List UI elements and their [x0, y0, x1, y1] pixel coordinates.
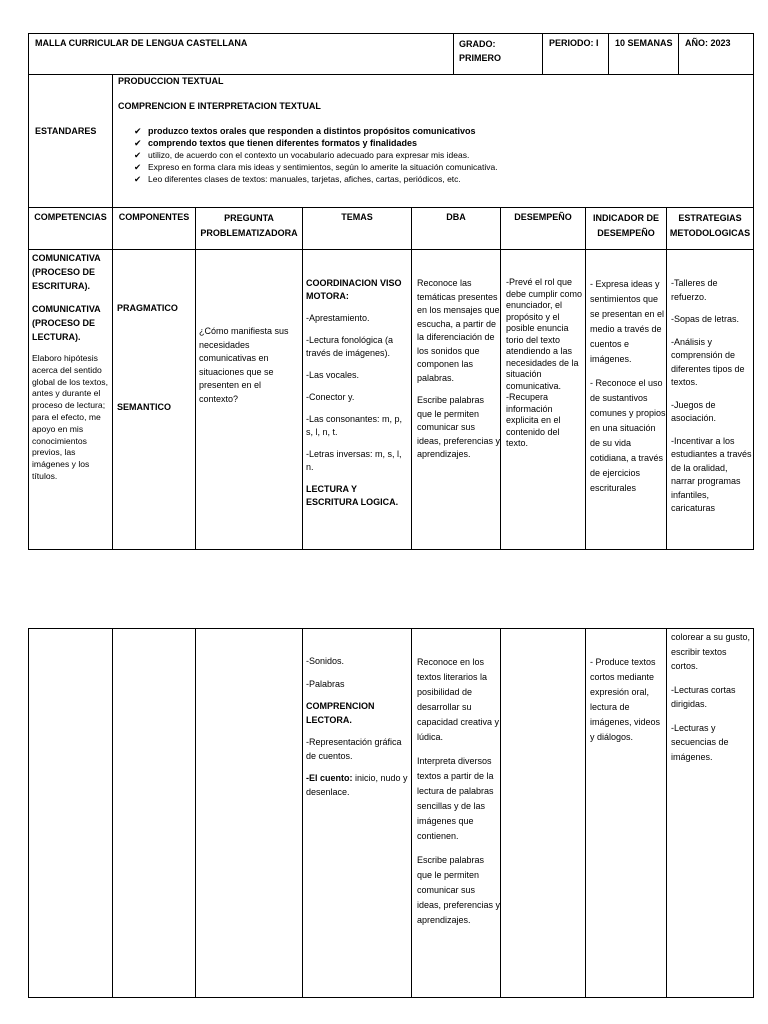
r1-desempeno-text: [506, 277, 584, 450]
dba-item: Escribe palabras que le permiten comunicar sus ideas, preferencias y aprendizajes.: [417, 855, 501, 925]
estandar-item: ✔ Leo diferentes clases de textos: manuales, tarjetas, afiches, cartas, periódicos, etc.: [134, 174, 461, 184]
tema-item: -Conector y.: [306, 392, 355, 402]
estandar-item: ✔ Expreso en forma clara mis ideas y sentimientos, según lo amerite la situación comunicativa.: [134, 162, 498, 172]
r2-dba-text: [417, 655, 501, 928]
r1-componentes-cell: [112, 249, 196, 550]
competencia-lectura: COMUNICATIVA (PROCESO DE LECTURA).: [32, 304, 101, 342]
estandares-heading-2: COMPRENCION E INTERPRETACION TEXTUAL: [118, 101, 321, 111]
r1-indicador-text: [590, 277, 666, 496]
tema-item-cuento: -El cuento: inicio, nudo y desenlace.: [306, 773, 408, 797]
estandares-heading-1: PRODUCCION TEXTUAL: [118, 76, 224, 86]
r2-pregunta-cell: [195, 628, 303, 998]
temas-title: COORDINACION VISO MOTORA:: [306, 278, 402, 301]
estandar-item: ✔ comprendo textos que tienen diferentes formatos y finalidades: [134, 138, 418, 148]
r1-competencias-text: [32, 251, 110, 483]
r2-indicador-text: - Produce textos cortos mediante expresión oral, lectura de imágenes, videos y diálogos.: [590, 657, 661, 742]
grado-label: GRADO: PRIMERO: [459, 39, 502, 63]
temas-title-2: LECTURA Y ESCRITURA LOGICA.: [306, 484, 399, 507]
estrategia-item: -Lecturas cortas dirigidas.: [671, 684, 736, 709]
semanas-label: 10 SEMANAS: [615, 38, 673, 48]
r2-componentes-cell: [112, 628, 196, 998]
indicador-item: - Expresa ideas y sentimientos que se presentan en el medio a través de cuentos e imágenes.: [590, 279, 665, 364]
dba-item: Reconoce en los textos literarios la posibilidad de desarrollar su capacidad creativa y lúdica.: [417, 657, 500, 742]
pregunta-problematizadora: ¿Cómo manifiesta sus necesidades comunicativas en situaciones que se presenten en el contexto?: [199, 326, 289, 404]
tema-item: -Las vocales.: [306, 370, 360, 380]
col-indicador-label: INDICADOR DE DESEMPEÑO: [592, 213, 659, 238]
tema-item: -Lectura fonológica (a través de imágenes).: [306, 335, 394, 358]
dba-item: Reconoce las temáticas presentes en los mensajes que escucha, a partir de la diferenciación de los sonidos que componen las palabras.: [417, 278, 500, 383]
desempeno-item: -Prevé el rol que debe cumplir como enunciador, el propósito y el posible enuncia torio del texto atendiendo a las necesidades de la situación comunicativa.: [506, 277, 583, 391]
col-componentes-label: COMPONENTES: [118, 212, 190, 222]
col-desempeno-label: DESEMPEÑO: [514, 212, 572, 222]
estrategia-item: -Talleres de refuerzo.: [671, 278, 718, 302]
r1-dba-text: [417, 277, 501, 462]
indicador-item: - Reconoce el uso de sustantivos comunes y propios en una situación de su vida cotidiana, a través de ejercicios escriturales: [590, 378, 666, 493]
estandares-label: ESTANDARES: [35, 126, 97, 136]
tema-item: -Las consonantes: m, p, s, l, n, t.: [306, 414, 403, 437]
col-pregunta-label: PREGUNTA PROBLEMATIZADORA: [200, 213, 298, 238]
componente-semantico: SEMANTICO: [117, 402, 171, 412]
col-estrategias-label: ESTRATEGIAS METODOLOGICAS: [669, 213, 751, 238]
anio-label: AÑO: 2023: [685, 38, 731, 48]
estandar-item: ✔ produzco textos orales que responden a distintos propósitos comunicativos: [134, 126, 476, 136]
tema-item: -Palabras: [306, 678, 345, 689]
col-temas-label: TEMAS: [341, 212, 373, 222]
tema-item: -Letras inversas: m, s, l, n.: [306, 449, 402, 472]
componente-pragmatico: PRAGMATICO: [117, 303, 178, 313]
tema-item: -Aprestamiento.: [306, 313, 370, 323]
estrategia-item: -Sopas de letras.: [671, 314, 740, 324]
competencia-descripcion: Elaboro hipótesis acerca del sentido global de los textos, antes y durante el proceso de lectura; para el efecto, me apoyo en mis conocimientos previos, las imágenes y los títulos.: [32, 353, 108, 481]
estrategia-item: colorear a su gusto, escribir textos cortos.: [671, 632, 751, 671]
estandar-item: ✔ utilizo, de acuerdo con el contexto un vocabulario adecuado para expresar mis ideas.: [134, 150, 470, 160]
periodo-label: PERIODO: I: [549, 38, 599, 48]
col-competencias-label: COMPETENCIAS: [34, 212, 107, 222]
col-dba-label: DBA: [446, 212, 466, 222]
r2-competencias-cell: [28, 628, 113, 998]
check-icon: ✔: [134, 126, 142, 136]
estandares-label-cell: [28, 74, 113, 208]
page-title: MALLA CURRICULAR DE LENGUA CASTELLANA: [35, 38, 248, 48]
estrategia-item: -Incentivar a los estudiantes a través de la oralidad, narrar programas infantiles, caricaturas: [671, 435, 752, 513]
r1-temas-text: [306, 277, 410, 509]
tema-item: -Sonidos.: [306, 656, 345, 666]
dba-item: Interpreta diversos textos a partir de la lectura de palabras sencillas y de las imágenes que contienen.: [417, 756, 494, 841]
check-icon: ✔: [134, 162, 142, 172]
competencia-escritura: COMUNICATIVA (PROCESO DE ESCRITURA).: [32, 253, 101, 291]
r2-estrategias-text: [671, 630, 753, 764]
tema-item: -Representación gráfica de cuentos.: [306, 737, 402, 761]
check-icon: ✔: [134, 174, 142, 184]
estrategia-item: -Lecturas y secuencias de imágenes.: [671, 722, 729, 762]
r1-estrategias-text: [671, 277, 753, 516]
estandares-list: [134, 125, 574, 185]
dba-item: Escribe palabras que le permiten comunicar sus ideas, preferencias y aprendizajes.: [417, 395, 501, 459]
r2-desempeno-cell: [500, 628, 586, 998]
estrategia-item: -Análisis y comprensión de diferentes tipos de textos.: [671, 336, 745, 387]
temas-title-3: COMPRENCION LECTORA.: [306, 701, 375, 725]
estrategia-item: -Juegos de asociación.: [671, 399, 717, 423]
check-icon: ✔: [134, 138, 142, 148]
check-icon: ✔: [134, 150, 142, 160]
desempeno-item: -Recupera información explicita en el contenido del texto.: [506, 392, 561, 448]
r2-temas-text: [306, 655, 410, 799]
